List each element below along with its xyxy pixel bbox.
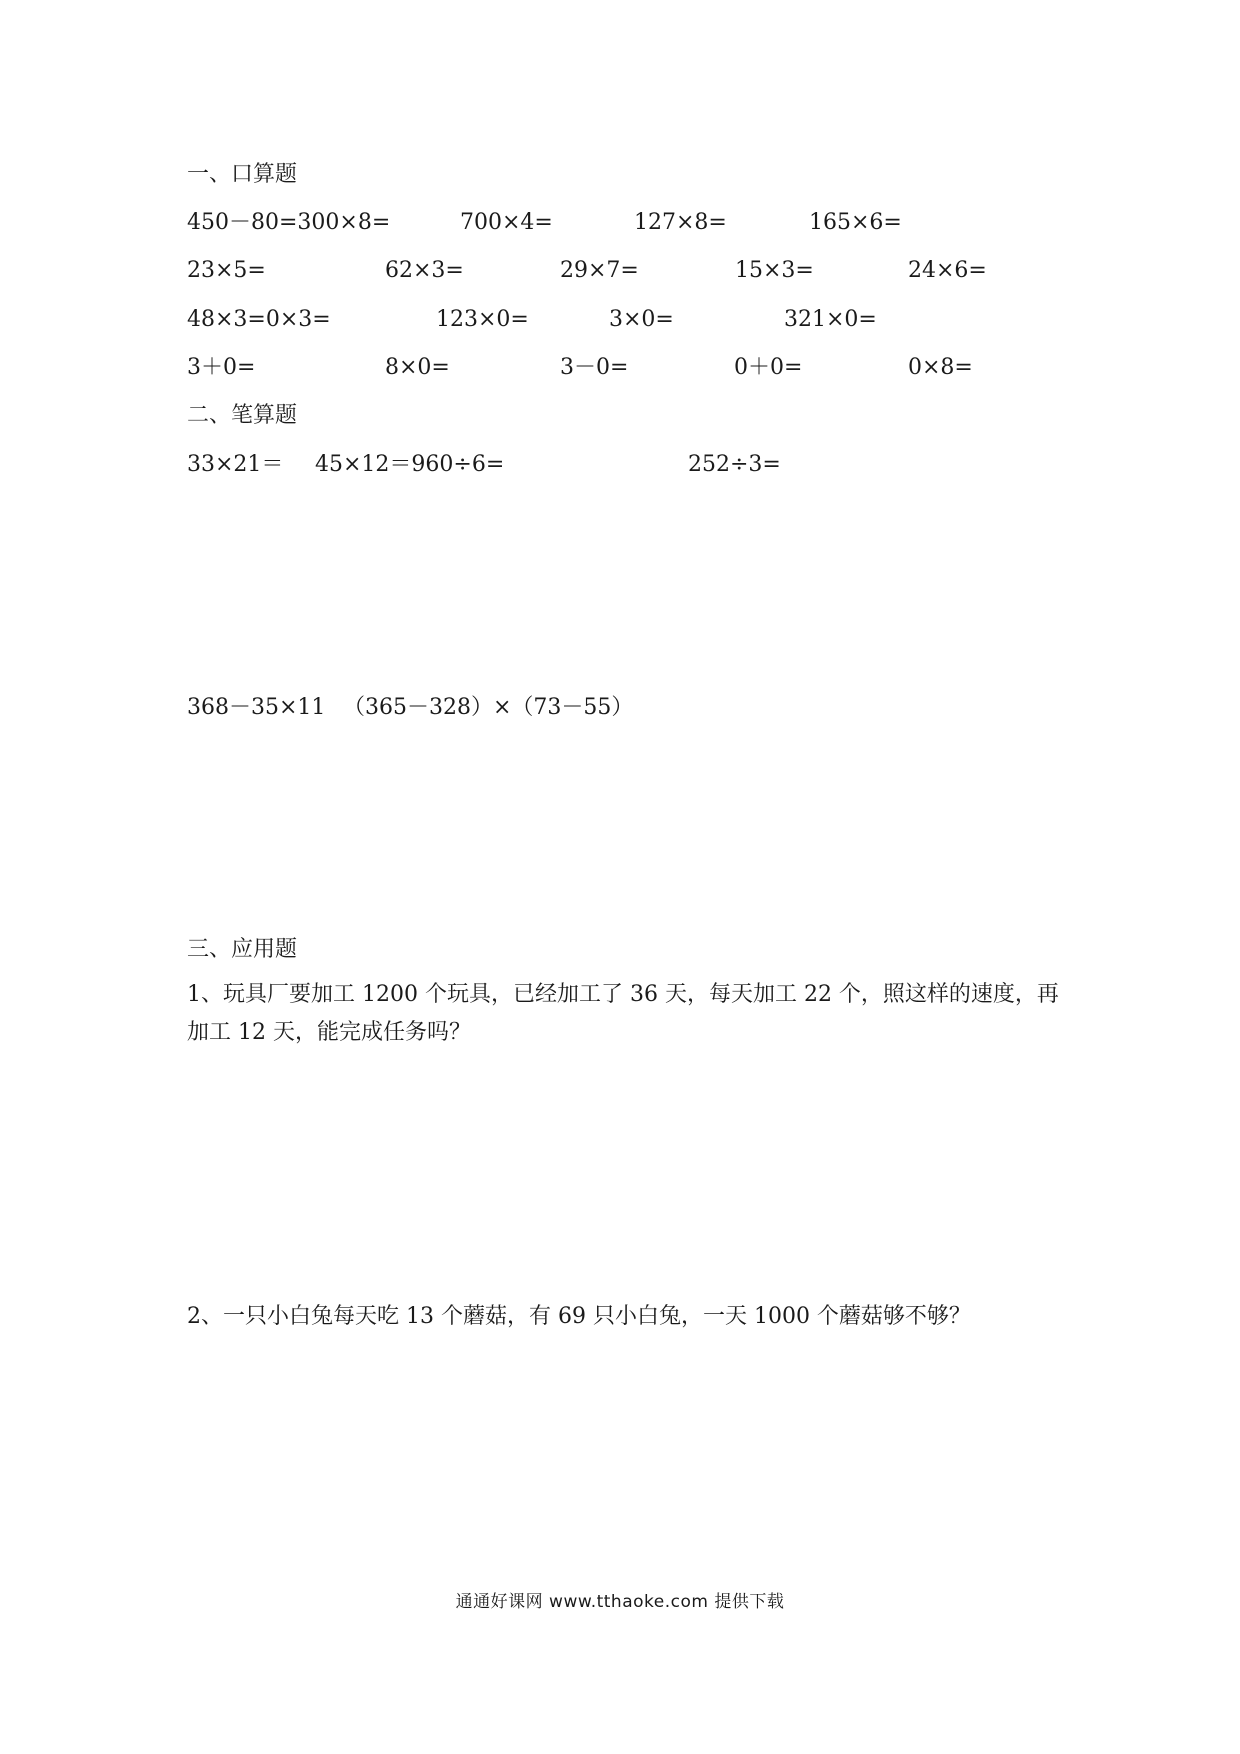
section2-title: 二、笔算题 xyxy=(187,403,298,428)
section3-title: 三、应用题 xyxy=(187,937,298,962)
oral-item: 321×0= xyxy=(784,307,877,332)
oral-item: 24×6= xyxy=(908,258,987,283)
oral-item: 15×3= xyxy=(735,258,814,283)
word-problem-2: 2、一只小白兔每天吃 13 个蘑菇，有 69 只小白兔，一天 1000 个蘑菇够不够？ xyxy=(187,1304,971,1329)
written-item: 368－35×11 xyxy=(187,695,326,720)
written-item: 33×21＝ xyxy=(187,452,284,477)
oral-item: 0×8= xyxy=(908,355,973,380)
section1-title: 一、口算题 xyxy=(187,162,298,187)
oral-item: 700×4= xyxy=(460,210,553,235)
oral-item: 29×7= xyxy=(560,258,639,283)
oral-item: 123×0= xyxy=(436,307,529,332)
word-problem-1: 1、玩具厂要加工 1200 个玩具，已经加工了 36 天，每天加工 22 个，照这样的速度，再加工 12 天，能完成任务吗？ xyxy=(187,982,1059,1045)
oral-item: 450－80=300×8= xyxy=(187,210,391,235)
oral-item: 23×5= xyxy=(187,258,266,283)
oral-item: 3－0= xyxy=(560,355,629,380)
oral-item: 0＋0= xyxy=(734,355,803,380)
oral-item: 62×3= xyxy=(385,258,464,283)
oral-item: 8×0= xyxy=(385,355,450,380)
written-item: 45×12＝960÷6= xyxy=(315,452,505,477)
footer-source: 通通好课网 www.tthaoke.com 提供下载 xyxy=(455,1592,785,1612)
written-item: 252÷3= xyxy=(688,452,781,477)
written-item: （365－328）×（73－55） xyxy=(343,695,634,720)
oral-item: 3×0= xyxy=(609,307,674,332)
oral-item: 3＋0= xyxy=(187,355,256,380)
oral-item: 165×6= xyxy=(809,210,902,235)
oral-item: 127×8= xyxy=(634,210,727,235)
oral-item: 48×3=0×3= xyxy=(187,307,331,332)
